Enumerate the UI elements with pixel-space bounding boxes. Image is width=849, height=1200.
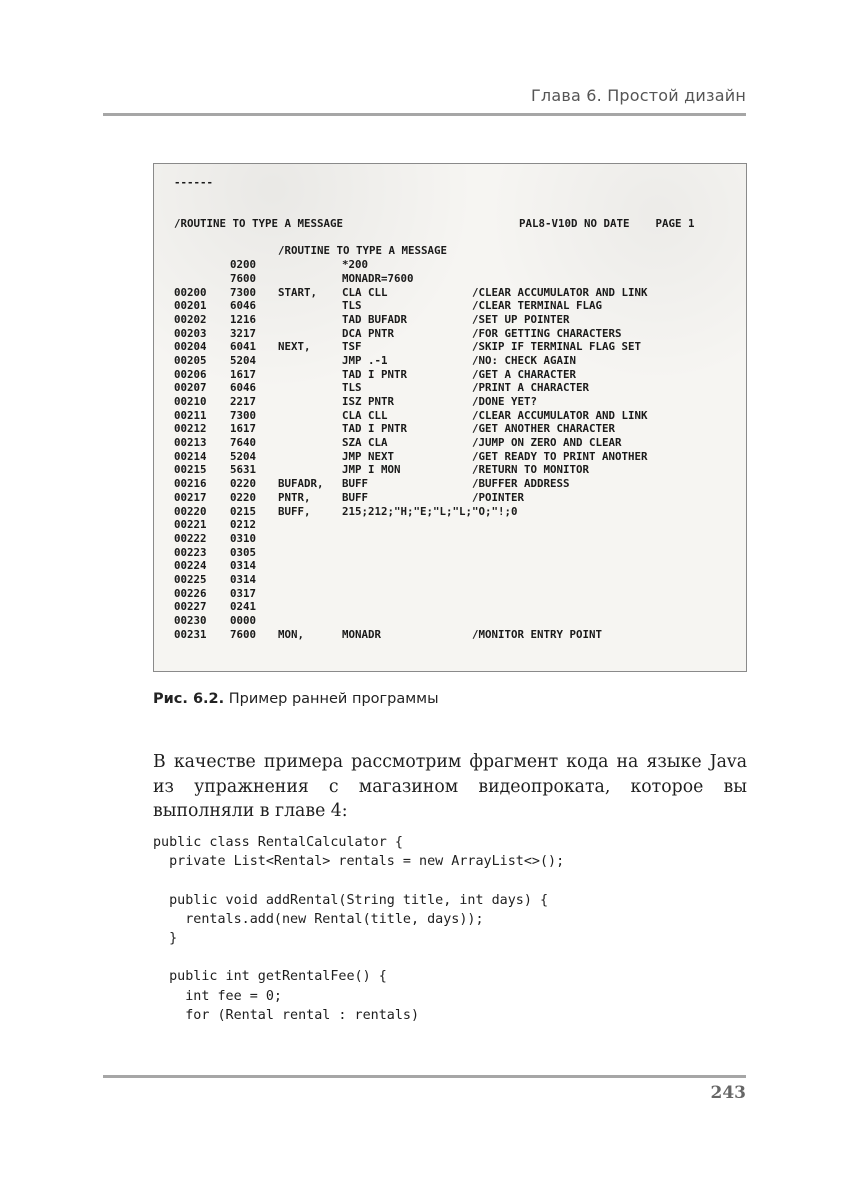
printout-comment: /CLEAR ACCUMULATOR AND LINK [472,285,648,299]
code-line: public class RentalCalculator { [153,835,403,850]
printout-line [174,477,695,491]
printout-separator: ------ [174,176,214,189]
printout-comment: /CLEAR TERMINAL FLAG [472,299,603,313]
printout-line [174,532,695,546]
printout-address: 00231 [174,627,207,641]
printout-opcode: 0314 [230,572,257,586]
printout-address: 00204 [174,340,207,354]
printout-line [174,600,695,614]
code-line [153,871,564,890]
printout-opcode: 0215 [230,504,257,518]
printout-instruction: *200 [342,258,369,272]
printout-instruction: CLA CLL [342,285,388,299]
printout-title-row [174,217,695,231]
printout-line [174,327,695,341]
caption-label: Рис. 6.2. [153,691,225,707]
printout-opcode: 5204 [230,353,257,367]
printout-opcode: 0314 [230,559,257,573]
printout-address: 00225 [174,572,207,586]
printout-instruction: JMP I MON [342,463,401,477]
printout-line [174,491,695,505]
printout-address: 00203 [174,326,207,340]
printout-label: BUFF, [278,504,311,518]
printout-line [174,409,695,423]
printout-opcode: 6046 [230,381,257,395]
printout-line [174,546,695,560]
caption-text: Пример ранней программы [224,691,439,707]
printout-opcode: 6046 [230,299,257,313]
printout-instruction: BUFF [342,490,369,504]
printout-label: START, [278,285,318,299]
code-line: private List<Rental> rentals = new ArrayList<>(); [153,854,565,870]
printout-line [174,628,695,642]
printout-opcode: 0241 [230,600,257,614]
printout-comment: /POINTER [472,490,525,504]
printout-comment: /GET ANOTHER CHARACTER [472,422,616,436]
printout-address: 00207 [174,381,207,395]
code-line: public int getRentalFee() { [153,969,387,985]
code-block [153,833,564,1025]
printout-label: PNTR, [278,490,311,504]
printout-line [174,573,695,587]
header-rule [103,113,746,116]
code-line: } [153,930,178,946]
printout-comment: /GET A CHARACTER [472,367,577,381]
printout-address: 00230 [174,614,207,627]
printout-title: /ROUTINE TO TYPE A MESSAGE [174,217,344,231]
printout-line [174,450,695,464]
printout-instruction: ISZ PNTR [342,395,395,408]
printout-instruction: MONADR=7600 [342,271,414,285]
printout-opcode: 5204 [230,449,257,463]
printout-address: 00223 [174,545,207,559]
printout-line [174,381,695,395]
printout-instruction: TLS [342,381,362,395]
printout-address: 00200 [174,285,207,299]
printout-address: 00211 [174,408,207,422]
code-line: public void addRental(String title, int days) { [153,892,549,908]
printout-opcode: 2217 [230,395,257,408]
page-number: 243 [710,1083,746,1103]
printout-address: 00212 [174,422,207,436]
printout-listing [174,176,695,641]
printout-address: 00206 [174,367,207,381]
body-paragraph: В качестве примера рассмотрим фрагмент кода на языке Java из упражнения с магазином видеопроката, которое вы выполняли в главе 4: [153,752,747,821]
printout-opcode: 7600 [230,627,257,641]
printout-comment: /DONE YET? [472,395,538,408]
printout-instruction: JMP .-1 [342,353,388,367]
printout-comment: /BUFFER ADDRESS [472,477,570,491]
printout-line [174,614,695,628]
printout-address: 00224 [174,559,207,573]
printout-label: MON, [278,627,305,641]
printout-line [174,244,695,258]
printout-instruction: TAD BUFADR [342,312,408,326]
printout-comment: /SET UP POINTER [472,312,570,326]
printout-blank [174,190,695,204]
printout-opcode: 6041 [230,340,257,354]
printout-opcode: 1617 [230,367,257,381]
printout-opcode: 0220 [230,490,257,504]
printout-meta: PAL8-V10D NO DATE PAGE 1 [519,217,695,231]
printout-address: 00213 [174,436,207,450]
printout-instruction: TLS [342,299,362,313]
printout-instruction: DCA PNTR [342,326,395,340]
printout-address: 00205 [174,353,207,367]
printout-opcode: 1617 [230,422,257,436]
printout-opcode: 0305 [230,545,257,559]
printout-instruction: TAD I PNTR [342,367,408,381]
printout-line [174,340,695,354]
printout-address: 00215 [174,463,207,477]
figure-printout-image [153,163,747,672]
printout-opcode: 7300 [230,285,257,299]
printout-address: 00210 [174,395,207,408]
printout-opcode: 0000 [230,614,257,627]
printout-address: 00201 [174,299,207,313]
code-line: rentals.add(new Rental(title, days)); [153,911,484,927]
code-line [153,948,564,967]
printout-comment: /RETURN TO MONITOR [472,463,590,477]
figure-caption [153,691,439,707]
printout-comment: /CLEAR ACCUMULATOR AND LINK [472,408,648,422]
running-header: Глава 6. Простой дизайн [530,86,746,105]
printout-comment: /NO: CHECK AGAIN [472,353,577,367]
printout-comment: /PRINT A CHARACTER [472,381,590,395]
printout-line [174,299,695,313]
printout-address: 00227 [174,600,207,614]
printout-line [174,587,695,601]
code-line: int fee = 0; [153,988,282,1004]
printout-opcode: 7640 [230,436,257,450]
printout-instruction: MONADR [342,627,382,641]
printout-line [174,272,695,286]
printout-opcode: 0310 [230,531,257,545]
printout-blank [174,203,695,217]
printout-line [174,395,695,409]
printout-opcode: 1216 [230,312,257,326]
printout-line [174,505,695,519]
printout-line [174,354,695,368]
printout-line [174,422,695,436]
printout-address: 00220 [174,504,207,518]
printout-address: 00226 [174,586,207,600]
printout-instruction: TSF [342,340,362,354]
printout-opcode: 7600 [230,271,257,285]
printout-line [174,518,695,532]
code-line: for (Rental rental : rentals) [153,1007,420,1023]
printout-address: 00214 [174,449,207,463]
printout-address: 00221 [174,518,207,532]
printout-opcode: 0220 [230,477,257,491]
printout-comment: /MONITOR ENTRY POINT [472,627,603,641]
printout-opcode: 5631 [230,463,257,477]
printout-blank [174,231,695,245]
printout-line [174,436,695,450]
printout-line [174,258,695,272]
printout-opcode: 0200 [230,258,257,272]
printout-instruction: JMP NEXT [342,449,395,463]
printout-label: NEXT, [278,340,311,354]
printout-address: 00222 [174,531,207,545]
printout-address: 00217 [174,490,207,504]
printout-line [174,559,695,573]
printout-instruction: SZA CLA [342,436,388,450]
printout-line [174,368,695,382]
printout-opcode: 0317 [230,586,257,600]
printout-instruction: BUFF [342,477,369,491]
printout-instruction: 215;212;"H;"E;"L;"L;"O;"!;0 [342,504,518,518]
printout-opcode: 0212 [230,518,257,532]
printout-instruction: CLA CLL [342,408,388,422]
printout-instruction: TAD I PNTR [342,422,408,436]
printout-address: 00202 [174,312,207,326]
listing-rows [174,244,695,641]
footer-rule [103,1075,746,1078]
printout-line [174,463,695,477]
printout-label: /ROUTINE TO TYPE A MESSAGE [278,244,448,258]
printout-line [174,313,695,327]
printout-opcode: 7300 [230,408,257,422]
printout-comment: /SKIP IF TERMINAL FLAG SET [472,340,642,354]
printout-address: 00216 [174,477,207,491]
printout-comment: /JUMP ON ZERO AND CLEAR [472,436,622,450]
printout-opcode: 3217 [230,326,257,340]
printout-comment: /FOR GETTING CHARACTERS [472,326,622,340]
printout-comment: /GET READY TO PRINT ANOTHER [472,449,648,463]
printout-line [174,286,695,300]
printout-label: BUFADR, [278,477,324,491]
